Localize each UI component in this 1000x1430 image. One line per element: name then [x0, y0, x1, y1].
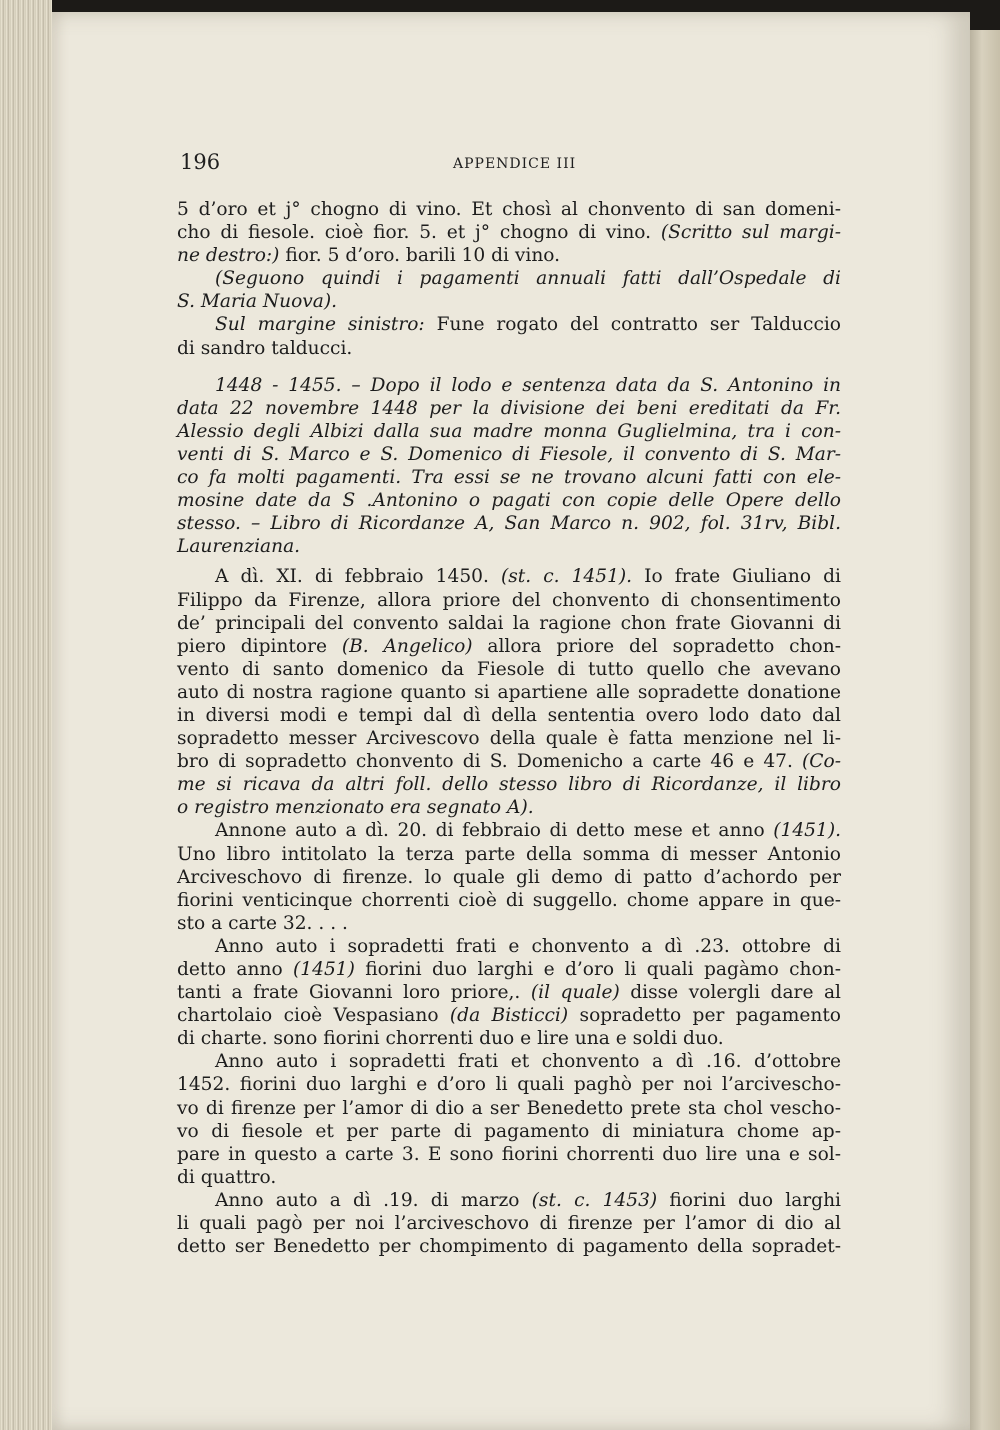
text-line: 5 d’oro et j° chogno di vino. Et chosì al chonvento di san domeni- — [177, 199, 841, 220]
text-line: li quali pagò per noi l’arciveschovo di firenze per l’amor di dio al — [177, 1213, 841, 1235]
text-line: auto di nostra ragione quanto si apartiene alle sopradette donatione — [177, 681, 841, 703]
page-header — [180, 150, 850, 180]
text-line: 1452. fiorini duo larghi e d’oro li quali paghò per noi l’arciveschо- — [177, 1074, 841, 1096]
next-page-edge — [970, 30, 1000, 1430]
text-line: data 22 novembre 1448 per la divisione dei beni ereditati da Fr. — [177, 397, 841, 419]
text-line: Anno auto i sopradetti frati e chonvento a dì .23. ottobre di — [215, 935, 841, 957]
text-line: o registro menzionato era segnato A). — [177, 797, 534, 819]
text-line: A dì. XI. di febbraio 1450. (st. c. 1451). Io frate Giuliano di — [215, 566, 841, 588]
paragraph-7 — [177, 935, 841, 1050]
paragraph-3 — [177, 313, 841, 359]
paragraph-6 — [177, 819, 841, 934]
text-line: Alessio degli Albizi dalla sua madre monna Guglielmina, tra i con- — [177, 420, 841, 442]
text-line: Uno libro intitolato la terza parte della somma di messer Antonio — [177, 843, 841, 865]
page-number: 196 — [180, 150, 221, 174]
text-line: mosine date da S .Antonino o pagati con copie delle Opere dello — [177, 490, 841, 512]
text-line: detto ser Benedetto per chompimento di pagamento della sopradet- — [177, 1236, 841, 1258]
text-line: vo di fiesole et per parte di pagamento di miniatura chome ap- — [177, 1120, 841, 1142]
paragraph-8 — [177, 1050, 841, 1189]
paragraph-1 — [177, 198, 841, 267]
text-line: de’ principali del convento saldai la ragione chon frate Giovanni di — [177, 612, 841, 634]
text-line: in diversi modi e tempi dal dì della sententia overo lodo dato dal — [177, 704, 841, 726]
text-line: di charte. sono fiorini chorrenti duo e lire una e soldi duo. — [177, 1028, 724, 1050]
text-line: sto a carte 32. . . . — [177, 912, 348, 934]
text-line: Filippo da Firenze, allora priore del chonvento di chonsentimento — [177, 589, 841, 611]
text-line: Arciveschovo di firenze. lo quale gli demo di patto d’achordo per — [177, 866, 841, 888]
text-line: di quattro. — [177, 1166, 277, 1188]
paragraph-5 — [177, 565, 841, 819]
text-line: S. Maria Nuova). — [177, 291, 338, 313]
page-body — [177, 198, 841, 1258]
paragraph-9 — [177, 1189, 841, 1258]
text-line: venti di S. Marco e S. Domenico di Fiesole, il convento di S. Mar- — [177, 443, 841, 465]
text-line: detto anno (1451) fiorini duo larghi e d’oro li quali pagàmo chon- — [177, 959, 841, 980]
text-line: vento di santo domenico da Fiesole di tutto quello che avevano — [177, 658, 841, 680]
text-line: ne destro:) fior. 5 d’oro. barili 10 di vino. — [177, 245, 561, 267]
text-line: vo di firenze per l’amor di dio a ser Benedetto prete sta chol vescho- — [177, 1097, 841, 1119]
text-line: sopradetto messer Arcivescovo della quale è fatta menzione nel li- — [177, 728, 841, 750]
text-line: Anno auto a dì .19. di marzo (st. c. 1453) fiorini duo larghi — [215, 1189, 841, 1211]
text-line: piero dipintore (B. Angelico) allora priore del sopradetto chon- — [177, 635, 841, 657]
text-line: pare in questo a carte 3. E sono fiorini chorrenti duo lire una e sol- — [177, 1143, 841, 1165]
text-line: bro di sopradetto chonvento di S. Domenicho a carte 46 e 47. (Co- — [177, 751, 841, 773]
text-line: 1448 - 1455. – Dopo il lodo e sentenza data da S. Antonino in — [215, 374, 841, 396]
running-head: APPENDICE III — [453, 156, 577, 172]
book-spine-edge — [0, 0, 52, 1430]
text-line: Sul margine sinistro: Fune rogato del contratto ser Talduccio — [215, 314, 841, 336]
text-line: tanti a frate Giovanni loro priore,. (il quale) disse volergli dare al — [177, 982, 841, 1004]
text-line: me si ricava da altri foll. dello stesso libro di Ricordanze, il libro — [177, 774, 841, 796]
text-line: cho di fiesole. cioè fior. 5. et j° chogno di vino. (Scritto sul margi- — [177, 222, 841, 244]
text-line: di sandro talducci. — [177, 337, 353, 359]
text-line: chartolaio cioè Vespasiano (da Bisticci) sopradetto per pagamento — [177, 1005, 841, 1027]
text-line: fiorini venticinque chorrenti cioè di suggello. chome appare in que- — [177, 889, 841, 911]
paragraph-4 — [177, 374, 841, 559]
paragraph-2 — [177, 267, 841, 313]
text-line: stesso. – Libro di Ricordanze A, San Marco n. 902, fol. 31rv, Bibl. — [177, 513, 841, 535]
text-line: (Seguono quindi i pagamenti annuali fatti dall’Ospedale di — [215, 268, 841, 290]
text-line: Anno auto i sopradetti frati et chonvento a dì .16. d’ottobre — [215, 1051, 841, 1073]
text-line: Laurenziana. — [177, 536, 301, 558]
text-line: co fa molti pagamenti. Tra essi se ne trovano alcuni fatti con ele- — [177, 467, 841, 489]
text-line: Annone auto a dì. 20. di febbraio di detto mese et anno (1451). — [215, 820, 841, 842]
